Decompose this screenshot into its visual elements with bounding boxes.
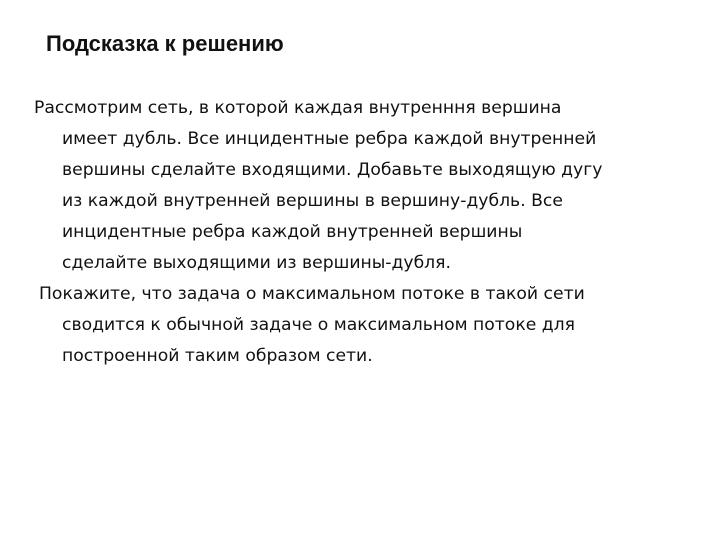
paragraph-line: Рассмотрим сеть, в которой каждая внутренння вершина — [34, 98, 562, 118]
paragraph-line: имеет дубль. Все инцидентные ребра каждой внутренней — [62, 129, 597, 149]
paragraph-line: из каждой внутренней вершины в вершину-дубль. Все — [62, 191, 563, 211]
paragraph-line: сделайте выходящими из вершины-дубля. — [62, 253, 451, 273]
paragraph-network-duplicate — [34, 93, 694, 279]
slide-body — [34, 93, 694, 372]
paragraph-line: построенной таким образом сети. — [62, 346, 373, 366]
paragraph-max-flow-task — [34, 279, 694, 372]
paragraph-line: сводится к обычной задаче о максимальном потоке для — [62, 315, 575, 335]
paragraph-line: Покажите, что задача о максимальном потоке в такой сети — [39, 284, 585, 304]
slide-title: Подсказка к решению — [46, 31, 284, 56]
paragraph-line: инцидентные ребра каждой внутренней вершины — [62, 222, 523, 242]
paragraph-line: вершины сделайте входящими. Добавьте выходящую дугу — [62, 160, 603, 180]
